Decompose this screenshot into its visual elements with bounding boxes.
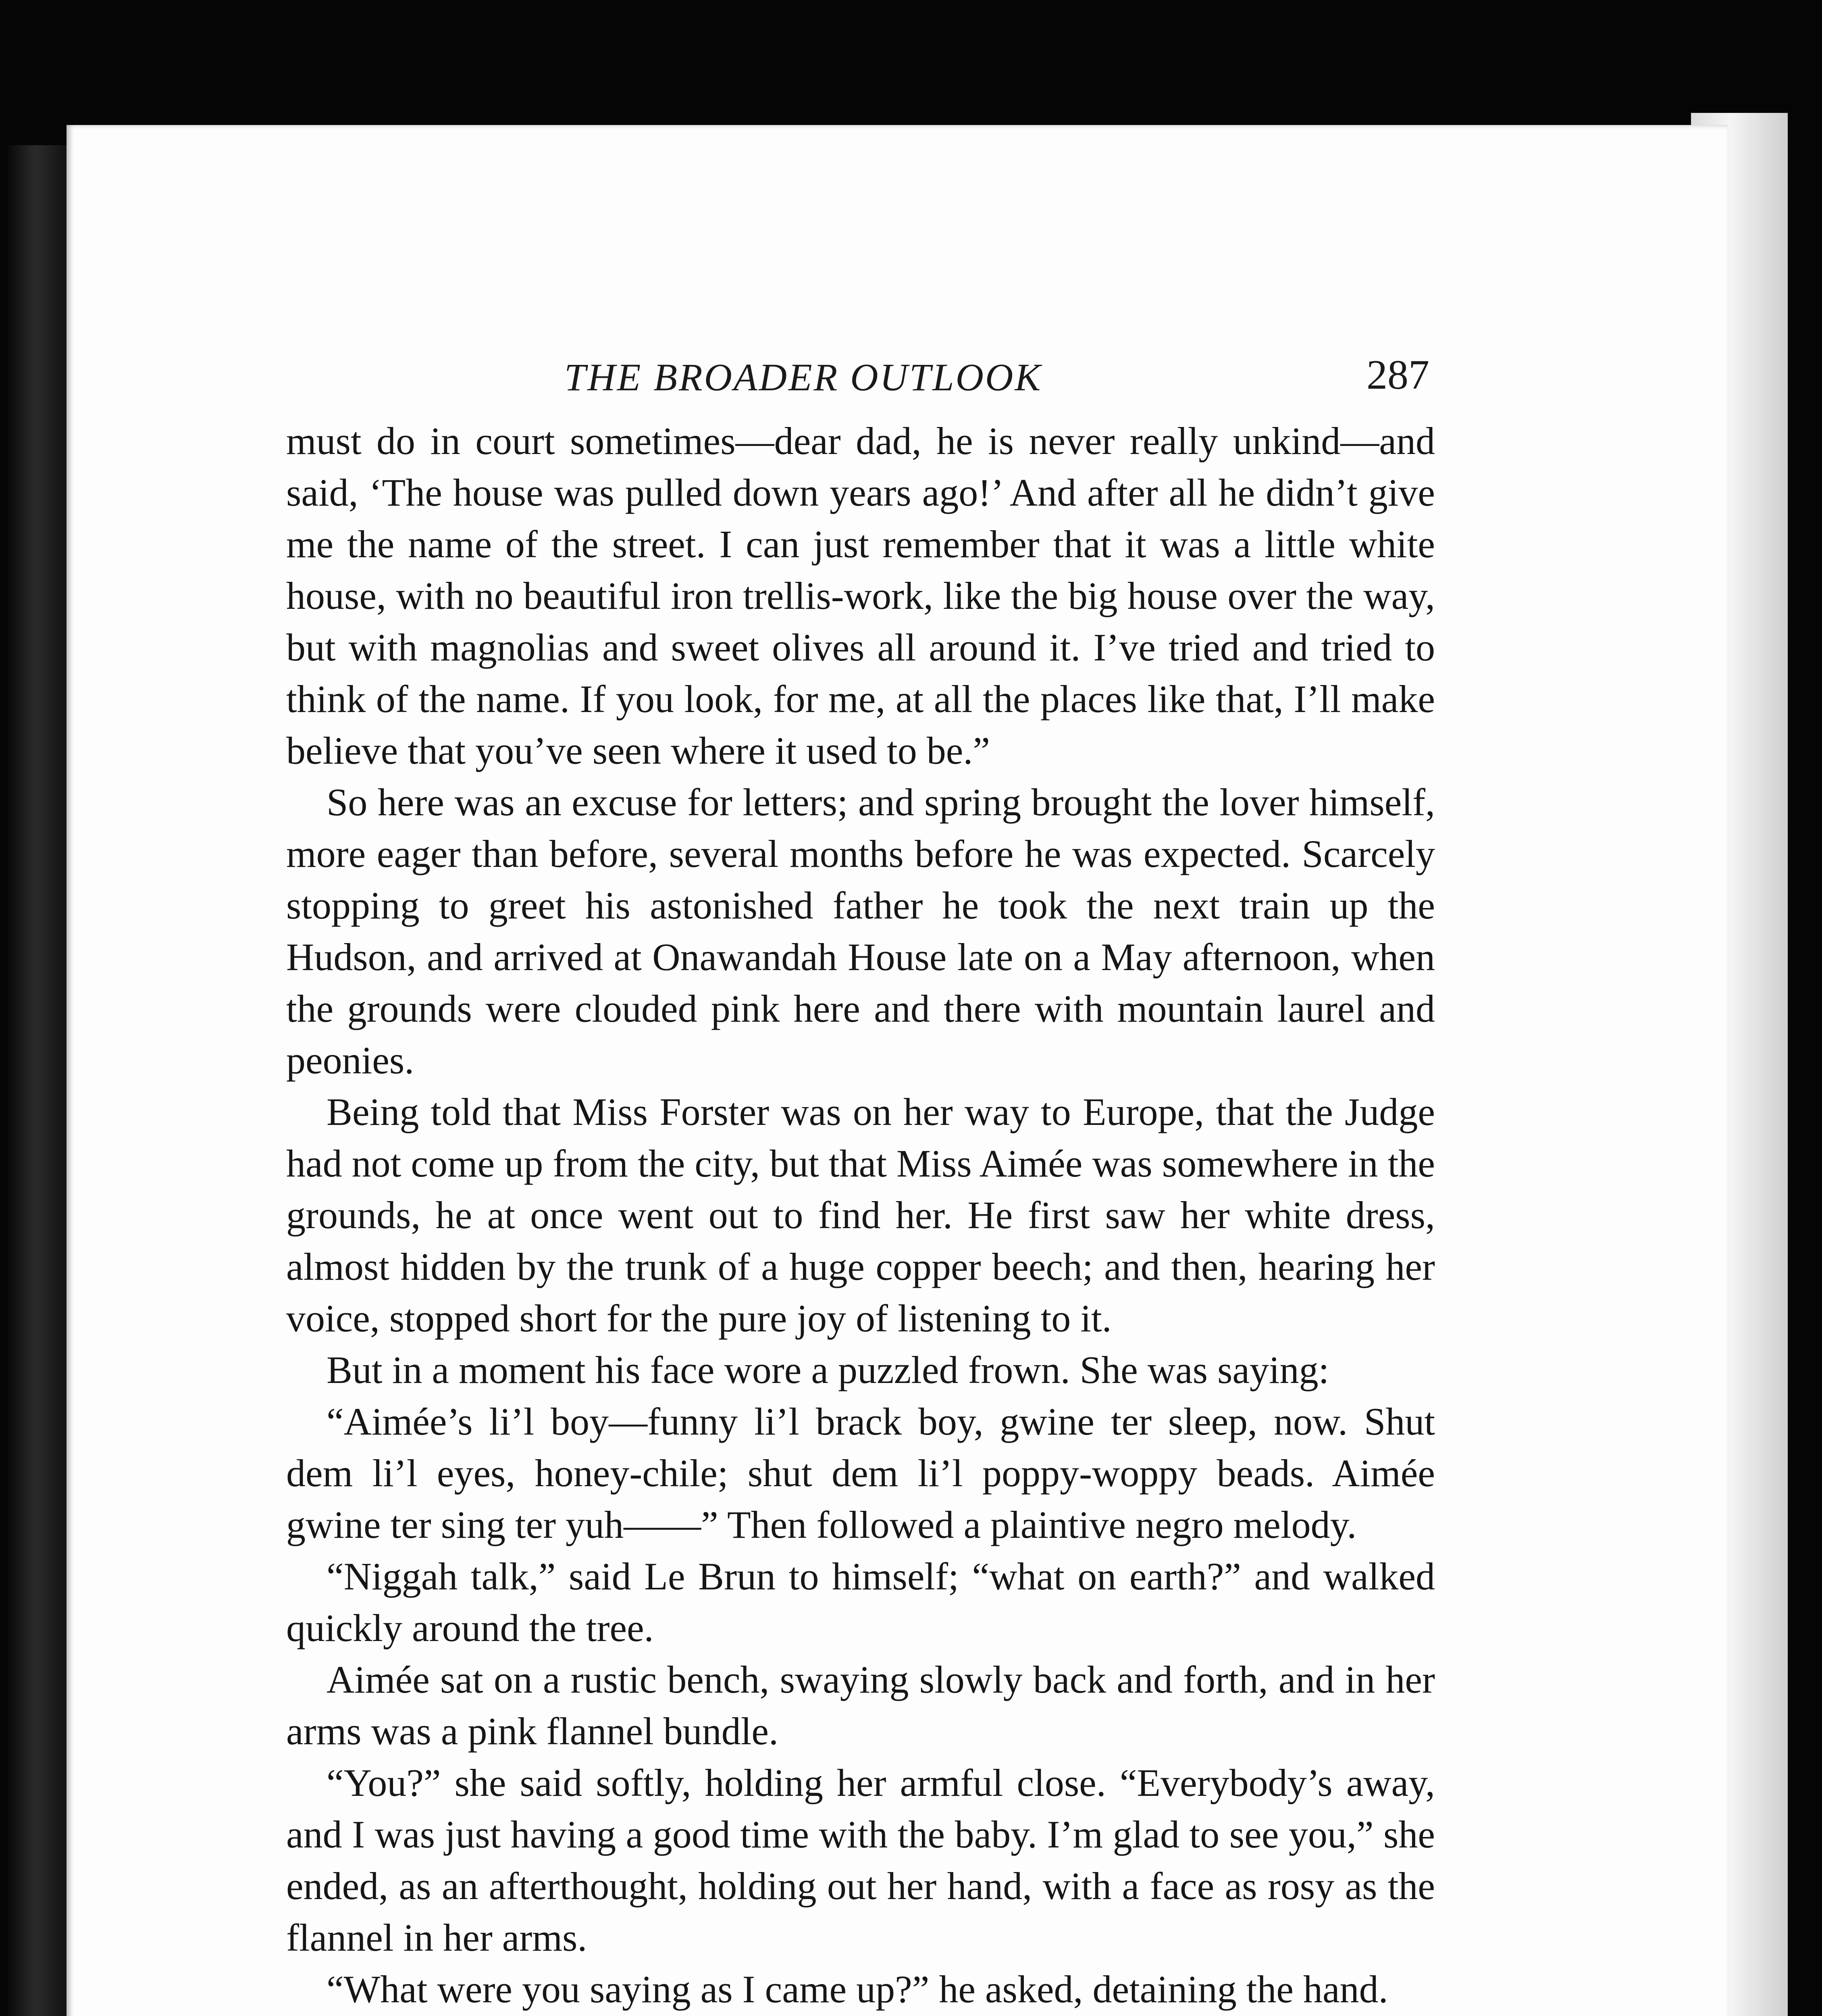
paragraph: “What were you saying as I came up?” he asked, detaining the hand. [327, 1968, 1388, 2011]
paragraph: “You?” she said softly, holding her armful close. “Everybody’s away, and I was just having a good time with the baby. I’m glad to see you,” she ended, as an afterthought, holding out her hand, with a face as rosy as the flannel in her arms. [286, 1761, 1435, 1959]
page-number: 287 [1366, 352, 1429, 398]
body-text [286, 415, 1435, 2015]
paragraph: must do in court sometimes—dear dad, he is never really unkind—and said, ‘The house was pulled down years ago!’ And after all he didn’t give me the name of the street. I can just remember that it was a little white house, with no beautiful iron trellis-work, like the big house over the way, but with magnolias and sweet olives all around it. I’ve tried and tried to think of the name. If you look, for me, at all the places like that, I’ll make believe that you’ve seen where it used to be.” [286, 419, 1435, 772]
paragraph: Being told that Miss Forster was on her way to Europe, that the Judge had not come up from the city, but that Miss Aimée was somewhere in the grounds, he at once went out to find her. He first saw her white dress, almost hidden by the trunk of a huge copper beech; and then, hearing her voice, stopped short for the pure joy of listening to it. [286, 1090, 1435, 1340]
paragraph: But in a moment his face wore a puzzled frown. She was saying: [327, 1348, 1329, 1391]
running-title: THE BROADER OUTLOOK [564, 356, 1042, 399]
paragraph: “Niggah talk,” said Le Brun to himself; “what on earth?” and walked quickly around the tree. [286, 1555, 1435, 1649]
paragraph: So here was an excuse for letters; and spring brought the lover himself, more eager than before, several months before he was expected. Scarcely stopping to greet his astonished father he took the next train up the Hudson, and arrived at Onawandah House late on a May afternoon, when the grounds were clouded pink here and there with mountain laurel and peonies. [286, 781, 1435, 1082]
paragraph: Aimée sat on a rustic bench, swaying slowly back and forth, and in her arms was a pink flannel bundle. [286, 1658, 1435, 1753]
paragraph: “Aimée’s li’l boy—funny li’l brack boy, gwine ter sleep, now. Shut dem li’l eyes, honey-chile; shut dem li’l poppy-woppy beads. Aimée gwine ter sing ter yuh——” Then followed a plaintive negro melody. [286, 1400, 1435, 1546]
page-edge-left [8, 145, 69, 2016]
